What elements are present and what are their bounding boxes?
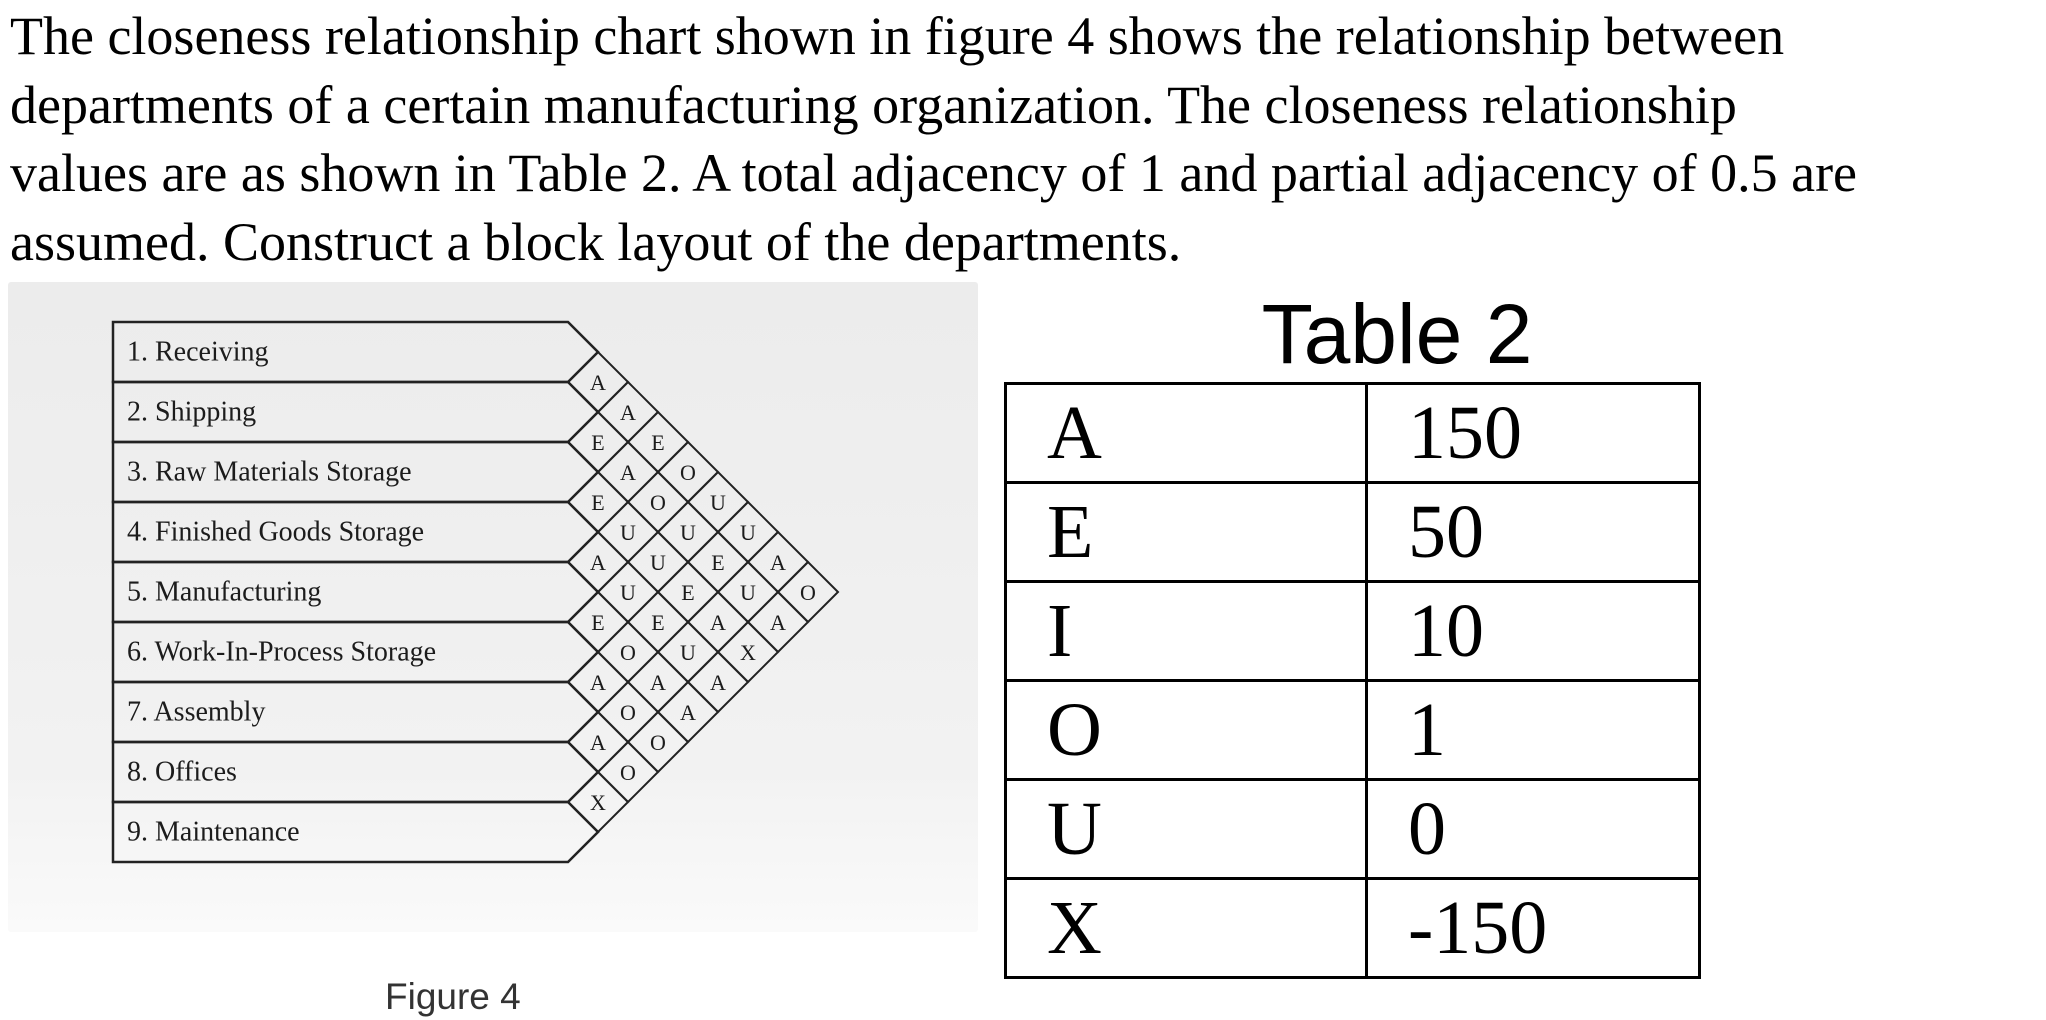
relationship-code: U [680, 520, 696, 545]
closeness-grade-cell: U [1006, 780, 1367, 879]
relationship-code: E [651, 610, 665, 635]
relationship-code: O [800, 580, 816, 605]
closeness-value-cell: 0 [1367, 780, 1700, 879]
closeness-grade-cell: E [1006, 483, 1367, 582]
department-label: 1. Receiving [127, 336, 269, 368]
relationship-code: E [591, 490, 605, 515]
relationship-code: X [740, 640, 756, 665]
department-label: 5. Manufacturing [127, 576, 322, 608]
relationship-code: E [591, 610, 605, 635]
relationship-code: A [710, 670, 726, 695]
problem-statement [10, 2, 2040, 276]
closeness-grade-cell: A [1006, 384, 1367, 483]
relationship-code: A [710, 610, 726, 635]
relationship-code: A [620, 400, 636, 425]
table-row [1006, 582, 1700, 681]
closeness-value-cell: 10 [1367, 582, 1700, 681]
relationship-code: A [590, 670, 606, 695]
table-title: Table 2 [1261, 287, 1533, 381]
relationship-code: U [650, 550, 666, 575]
table-row [1006, 879, 1700, 978]
relationship-code: A [590, 550, 606, 575]
relationship-code: O [650, 730, 666, 755]
closeness-grade-cell: O [1006, 681, 1367, 780]
relationship-code: A [590, 370, 606, 395]
relationship-code: U [680, 640, 696, 665]
problem-line-1: The closeness relationship chart shown in figure 4 shows the relationship between [10, 6, 1785, 66]
relationship-code: U [620, 520, 636, 545]
closeness-values-table [1004, 382, 1701, 979]
relationship-code: U [620, 580, 636, 605]
figure-caption: Figure 4 [385, 976, 521, 1017]
relationship-code: O [650, 490, 666, 515]
relationship-code: E [651, 430, 665, 455]
relationship-code: O [620, 640, 636, 665]
relationship-code: X [590, 790, 606, 815]
relationship-code: E [591, 430, 605, 455]
relationship-code: A [650, 670, 666, 695]
closeness-value-cell: 150 [1367, 384, 1700, 483]
closeness-grade-cell: I [1006, 582, 1367, 681]
relationship-code: U [740, 580, 756, 605]
problem-line-4: assumed. Construct a block layout of the departments. [10, 211, 1182, 272]
closeness-value-cell: 1 [1367, 681, 1700, 780]
department-label: 8. Offices [127, 756, 237, 788]
relationship-code: U [740, 520, 756, 545]
relationship-code: A [620, 460, 636, 485]
table-row [1006, 780, 1700, 879]
closeness-value-cell: 50 [1367, 483, 1700, 582]
relationship-code: O [620, 760, 636, 785]
relationship-code: E [711, 550, 725, 575]
relationship-code: A [590, 730, 606, 755]
table-row [1006, 681, 1700, 780]
closeness-grade-cell: X [1006, 879, 1367, 978]
relationship-code: O [620, 700, 636, 725]
department-label: 3. Raw Materials Storage [127, 456, 412, 488]
relationship-code: O [680, 460, 696, 485]
closeness-value-cell: -150 [1367, 879, 1700, 978]
department-label: 9. Maintenance [127, 816, 300, 848]
relationship-code: A [770, 610, 786, 635]
department-label: 2. Shipping [127, 396, 257, 428]
relationship-code: E [681, 580, 695, 605]
table-row [1006, 483, 1700, 582]
relationship-code: A [770, 550, 786, 575]
problem-line-3: values are as shown in Table 2. A total adjacency of 1 and partial adjacency of 0.5 are [10, 143, 1858, 203]
table-row [1006, 384, 1700, 483]
department-label: 4. Finished Goods Storage [127, 516, 425, 548]
relationship-code: A [680, 700, 696, 725]
department-label: 7. Assembly [127, 696, 266, 728]
relationship-chart [8, 282, 978, 932]
relationship-code: U [710, 490, 726, 515]
problem-line-2: departments of a certain manufacturing organization. The closeness relationship [10, 74, 1737, 135]
department-label: 6. Work-In-Process Storage [127, 636, 437, 668]
